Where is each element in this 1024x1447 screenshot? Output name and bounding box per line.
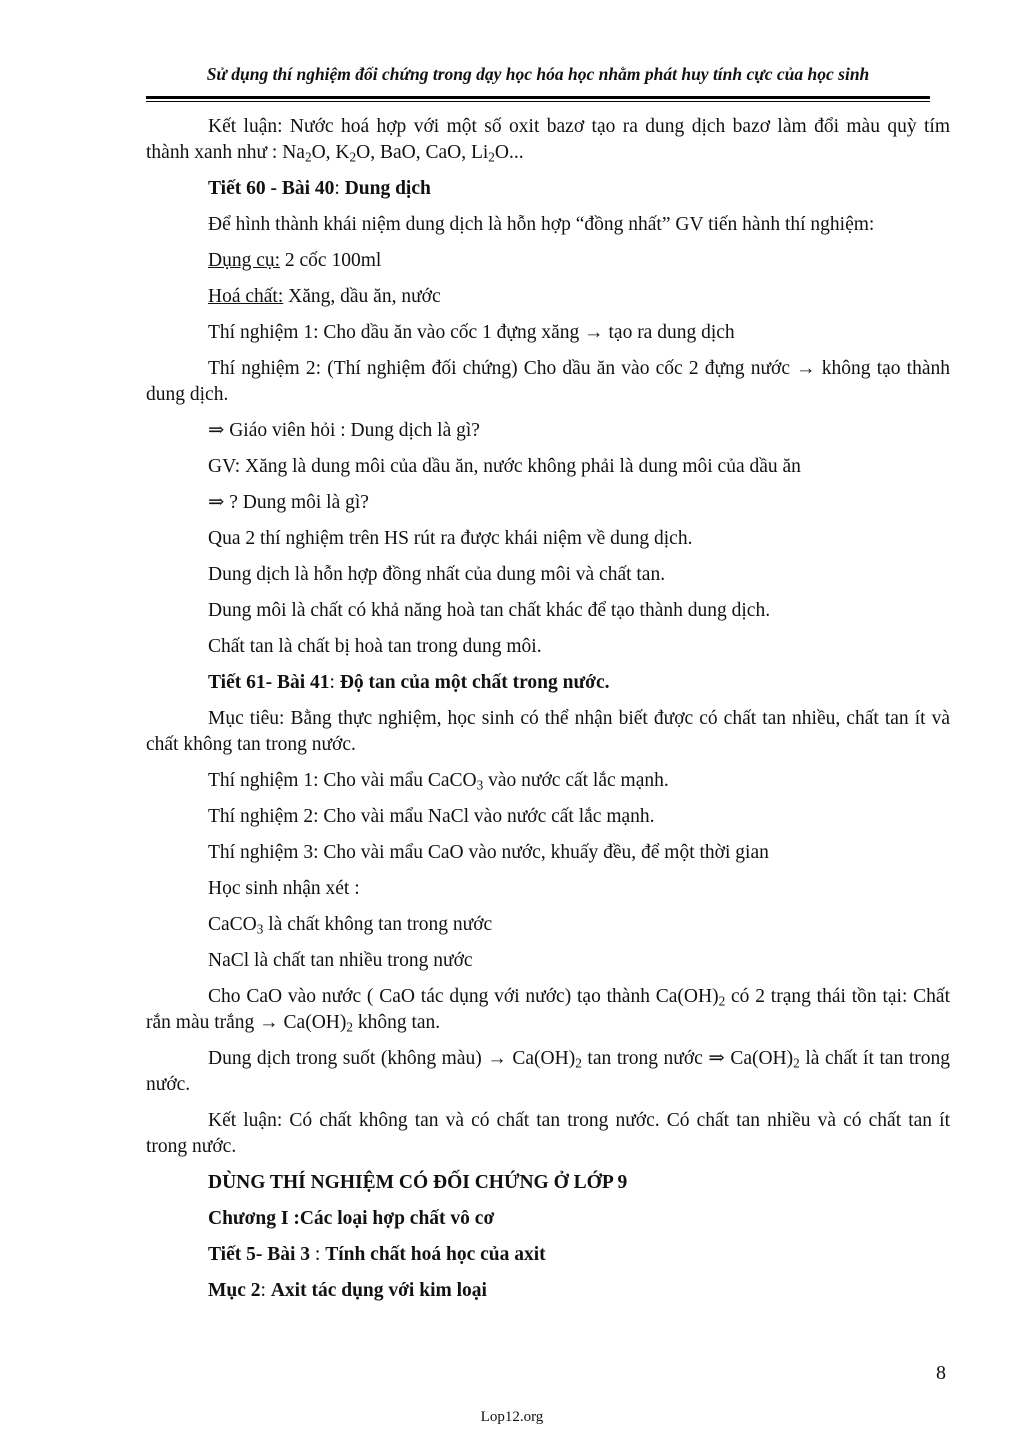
paragraph-objective: Mục tiêu: Bằng thực nghiệm, học sinh có thể nhận biết được có chất tan nhiều, chất tan ít và chất không tan trong nước. — [146, 708, 950, 755]
paragraph-experiment-1: Thí nghiệm 1: Cho dầu ăn vào cốc 1 đựng xăng → tạo ra dung dịch — [208, 322, 735, 343]
header-rule-thin — [146, 101, 930, 102]
header-rule-thick — [146, 96, 930, 99]
chapter-heading: Chương I :Các loại hợp chất vô cơ — [208, 1208, 495, 1229]
paragraph-conclusion-students: Qua 2 thí nghiệm trên HS rút ra được khái niệm về dung dịch. — [208, 528, 693, 549]
paragraph-teacher-note: GV: Xăng là dung môi của dầu ăn, nước không phải là dung môi của dầu ăn — [208, 456, 801, 477]
section-heading-grade-9: DÙNG THÍ NGHIỆM CÓ ĐỐI CHỨNG Ở LỚP 9 — [208, 1172, 628, 1193]
paragraph-definition-solvent: Dung môi là chất có khả năng hoà tan chất khác để tạo thành dung dịch. — [208, 600, 771, 621]
lesson-heading-40: Tiết 60 - Bài 40: Dung dịch — [208, 178, 431, 199]
paragraph-cao-reaction: Cho CaO vào nước ( CaO tác dụng với nước) tạo thành $Ca(OH)_2$ có 2 trạng thái tồn tại: Chất rắn màu trắng → $Ca(OH)_2$ không tan. — [146, 986, 951, 1035]
document-body — [146, 114, 950, 1314]
document-header: Sử dụng thí nghiệm đối chứng trong dạy học hóa học nhằm phát huy tính cực của học sinh — [206, 64, 870, 84]
page-number: 8 — [936, 1362, 946, 1384]
paragraph-question-solution: ⇒ Giáo viên hỏi : Dung dịch là gì? — [208, 420, 480, 441]
paragraph-conclusion-1: Kết luận: Nước hoá hợp với một số oxit bazơ tạo ra dung dịch bazơ làm đổi màu quỳ tím thành xanh như : $Na_2O$, $K_2O$, BaO, CaO, $Li_2O$... — [146, 116, 950, 165]
paragraph-experiment-caco3: Thí nghiệm 1: Cho vài mẩu CaCO$_3$ vào nước cất lắc mạnh. — [208, 770, 669, 793]
lesson-heading-5: Tiết 5- Bài 3 : Tính chất hoá học của axit — [208, 1244, 546, 1265]
lesson-heading-41: Tiết 61- Bài 41: Độ tan của một chất trong nước. — [208, 672, 610, 693]
paragraph-chemicals: Hoá chất: Xăng, dầu ăn, nước — [208, 286, 441, 307]
paragraph-definition-solution: Dung dịch là hỗn hợp đồng nhất của dung môi và chất tan. — [208, 564, 666, 585]
paragraph-student-remarks: Học sinh nhận xét : — [208, 878, 360, 899]
paragraph-intro-solution: Để hình thành khái niệm dung dịch là hỗn hợp “đồng nhất” GV tiến hành thí nghiệm: — [208, 214, 875, 235]
footer-site: Lop12.org — [480, 1409, 544, 1425]
paragraph-question-solvent: ⇒ ? Dung môi là gì? — [208, 492, 369, 513]
paragraph-nacl-soluble: NaCl là chất tan nhiều trong nước — [208, 950, 473, 971]
paragraph-experiment-nacl: Thí nghiệm 2: Cho vài mẩu NaCl vào nước cất lắc mạnh. — [208, 806, 655, 827]
subsection-heading: Mục 2: Axit tác dụng với kim loại — [208, 1280, 487, 1301]
paragraph-conclusion-2: Kết luận: Có chất không tan và có chất tan trong nước. Có chất tan nhiều và có chất tan ít trong nước. — [146, 1110, 950, 1157]
paragraph-experiment-2: Thí nghiệm 2: (Thí nghiệm đối chứng) Cho dầu ăn vào cốc 2 đựng nước → không tạo thành dung dịch. — [146, 358, 950, 405]
paragraph-equipment: Dụng cụ: 2 cốc 100ml — [208, 250, 382, 271]
paragraph-definition-solute: Chất tan là chất bị hoà tan trong dung môi. — [208, 636, 542, 657]
paragraph-experiment-cao: Thí nghiệm 3: Cho vài mẩu CaO vào nước, khuấy đều, để một thời gian — [208, 842, 769, 863]
paragraph-caoh2-solution: Dung dịch trong suốt (không màu) → $Ca(OH)_2$ tan trong nước ⇒ $Ca(OH)_2$ là chất ít tan trong nước. — [146, 1048, 951, 1095]
paragraph-caco3-insoluble: CaCO$_3$ là chất không tan trong nước — [208, 914, 493, 937]
